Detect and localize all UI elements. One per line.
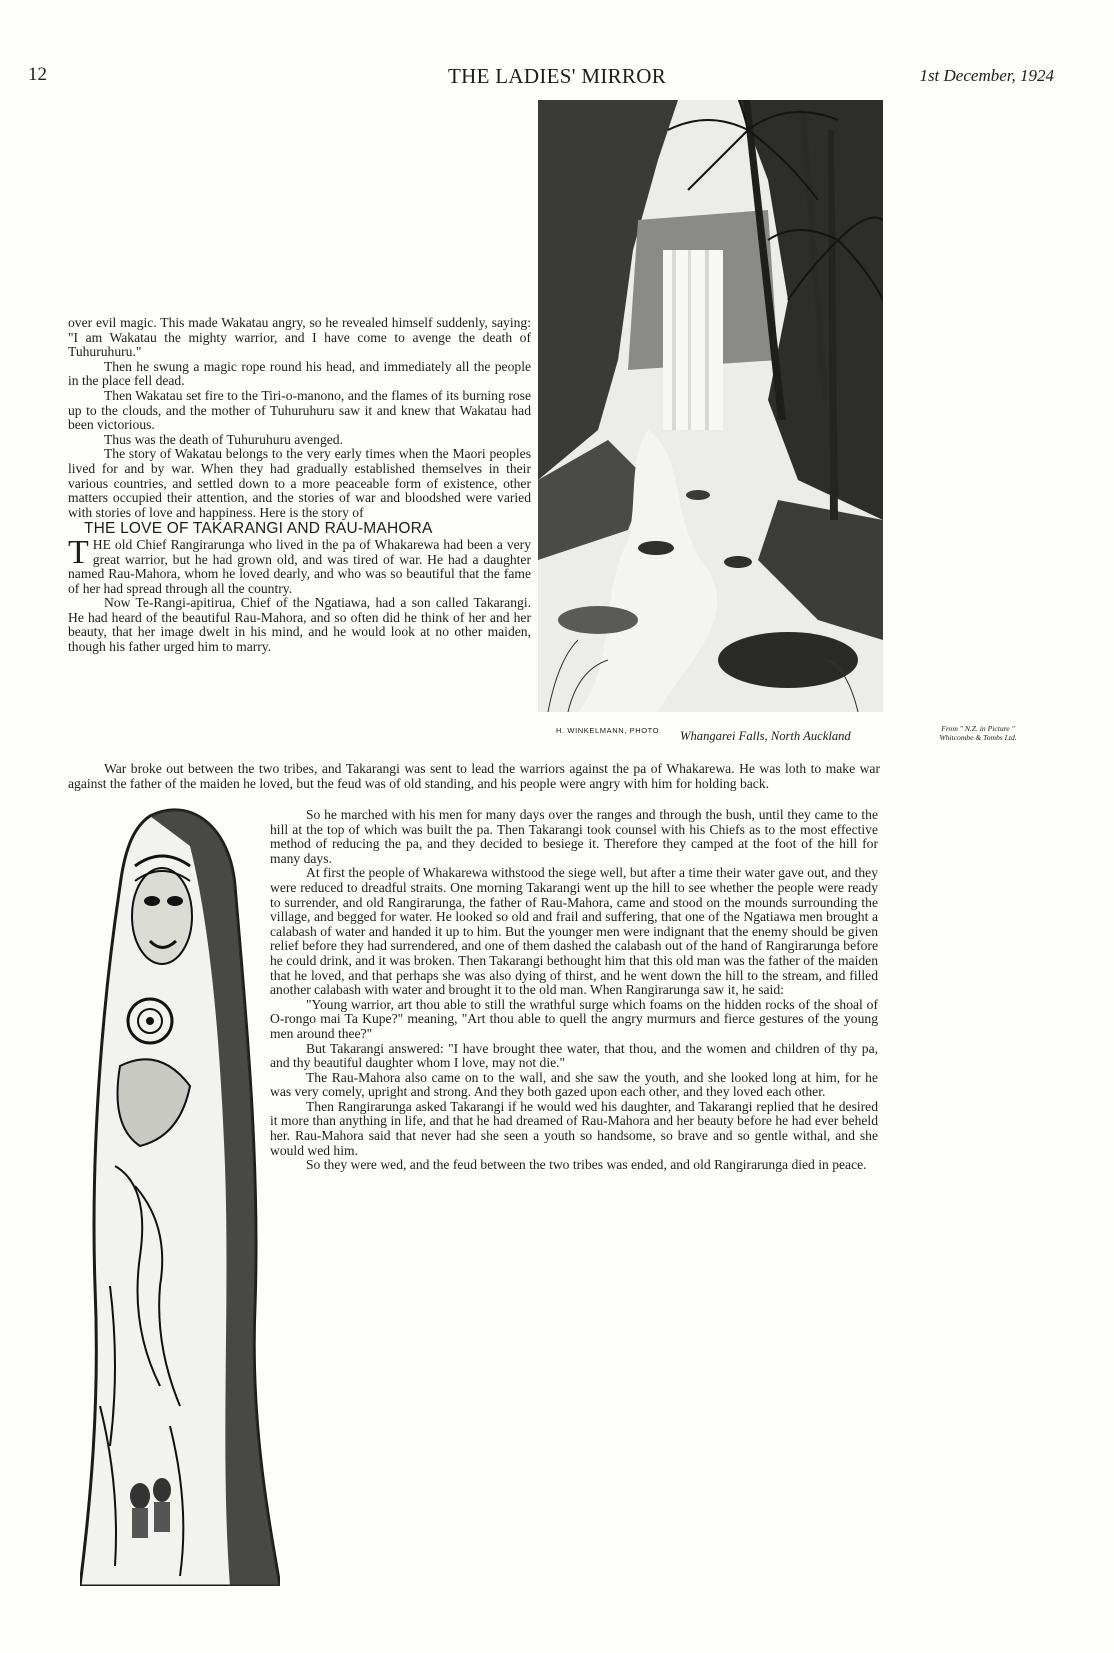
article-paragraph: So he marched with his men for many days over the ranges and through the bush, until they came to the hill at the top of which was built the pa. Then Takarangi took counsel with his Chiefs as to the most effective method of reducing the pa, and they decided to besiege it. Therefore they camped at the foot of the hill for many days. xyxy=(270,807,878,866)
story-subheading: THE LOVE OF TAKARANGI AND RAU-MAHORA xyxy=(84,520,433,538)
article-paragraph: Then Wakatau set fire to the Tiri-o-manono, and the flames of its burning rose up to the clouds, and the mother of Tuhuruhuru saw it and knew that Wakatau had been victorious. xyxy=(68,387,531,433)
page-number: 12 xyxy=(28,64,47,85)
article-paragraph: The story of Wakatau belongs to the very early times when the Maori peoples lived for and by war. When they had gradually established themselves in their various countries, and settled down to a more peaceable form of existence, other matters occupied their attention, and the stories of war and bloodshed were varied with stories of love and happiness. Here is the story of xyxy=(68,446,531,520)
waterfall-illustration xyxy=(538,100,883,712)
issue-date: 1st December, 1924 xyxy=(919,66,1054,85)
article-paragraph: Then Rangirarunga asked Takarangi if he would wed his daughter, and Takarangi replied that he desired it more than anything in life, and that he had dreamed of Rau-Mahora and her beauty before he had ever beheld her. Rau-Mahora said that never had she seen a youth so handsome, so brave and so gentle withal, and she would wed him. xyxy=(270,1098,878,1158)
article-paragraph: "Young warrior, art thou able to still the wrathful surge which foams on the hidden rocks of the shoal of O-rongo mai Ta Kupe?" meaning, "Art thou able to quell the angry murmurs and fierce gestures of the young men around thee?" xyxy=(270,996,878,1041)
photo-source-line-2: Whitcombe & Tombs Ltd. xyxy=(939,733,1017,742)
drop-cap: T xyxy=(68,533,89,571)
waterfall-photo xyxy=(538,100,883,712)
masthead: THE LADIES' MIRROR xyxy=(447,64,666,88)
lead-paragraph xyxy=(68,533,531,596)
article-paragraph: over evil magic. This made Wakatau angry, so he revealed himself suddenly, saying: "I am Wakatau the mighty warrior, and I have come to avenge the death of Tuhuruhuru." xyxy=(68,315,531,360)
article-paragraph: Now Te-Rangi-apitirua, Chief of the Ngatiawa, had a son called Takarangi. He had heard of the beautiful Rau-Mahora, and so often did he think of her and her beauty, that her image dwelt in his mind, and he would look at no other maiden, though his father urged him to marry. xyxy=(68,595,531,655)
article-paragraph: War broke out between the two tribes, and Takarangi was sent to lead the warriors against the pa of Whakarewa. He was loth to make war against the father of the maiden he loved, but the feud was of old standing, and his people were angry with him for holding back. xyxy=(68,761,880,791)
photo-source-line-1: From " N.Z. in Picture " xyxy=(941,724,1015,733)
article-full-width xyxy=(68,762,880,791)
photo-credit: H. WINKELMANN, PHOTO xyxy=(556,726,660,735)
article-paragraph: Then he swung a magic rope round his head, and immediately all the people in the place fell dead. xyxy=(68,358,531,389)
photo-source xyxy=(918,724,1038,742)
article-paragraph: But Takarangi answered: "I have brought thee water, that thou, and the women and children of thy pa, and thy beautiful daughter whom I love, may not die." xyxy=(270,1040,878,1071)
lead-paragraph-text: HE old Chief Rangirarunga who lived in the pa of Whakarewa had been a very great warrior, but he had grown old, and was tired of war. He had a daughter named Rau-Mahora, whom he loved dearly, and who was so beautiful that the fame of her had spread through all the country. xyxy=(68,536,531,596)
article-paragraph: Thus was the death of Tuhuruhuru avenged. xyxy=(104,431,343,447)
article-paragraph: So they were wed, and the feud between the two tribes was ended, and old Rangirarunga died in peace. xyxy=(306,1157,867,1173)
article-right-column xyxy=(270,808,878,1173)
photo-caption: Whangarei Falls, North Auckland xyxy=(680,729,851,743)
article-paragraph: At first the people of Whakarewa withstood the siege well, but after a time their water gave out, and they were reduced to dreadful straits. One morning Takarangi went up the hill to see whether the people were ready to surrender, and old Rangirarunga, the father of Rau-Mahora, came and stood on the mounds surrounding the village, and begged for water. He looked so old and frail and suffering, that one of the Ngatiawa men brought a calabash of water and handed it up to him. But the younger men were indignant that the enemy should be given relief before they had surrendered, and one of them dashed the calabash out of the hand of Rangirarunga before he could drink, and it was broken. Then Takarangi bethought him that this old man was the father of the maiden that he loved, and that perhaps she was also dying of thirst, and he went down the hill to the stream, and filled another calabash with water and brought it to the old man. When Rangirarunga saw it, he said: xyxy=(270,865,878,998)
maori-carving-illustration xyxy=(80,806,280,1586)
article-paragraph: The Rau-Mahora also came on to the wall, and she saw the youth, and she looked long at him, for he was very comely, upright and strong. And they both gazed upon each other, and they loved each other. xyxy=(270,1069,878,1100)
article-left-column xyxy=(68,316,531,655)
carved-figure-icon xyxy=(80,806,280,1586)
